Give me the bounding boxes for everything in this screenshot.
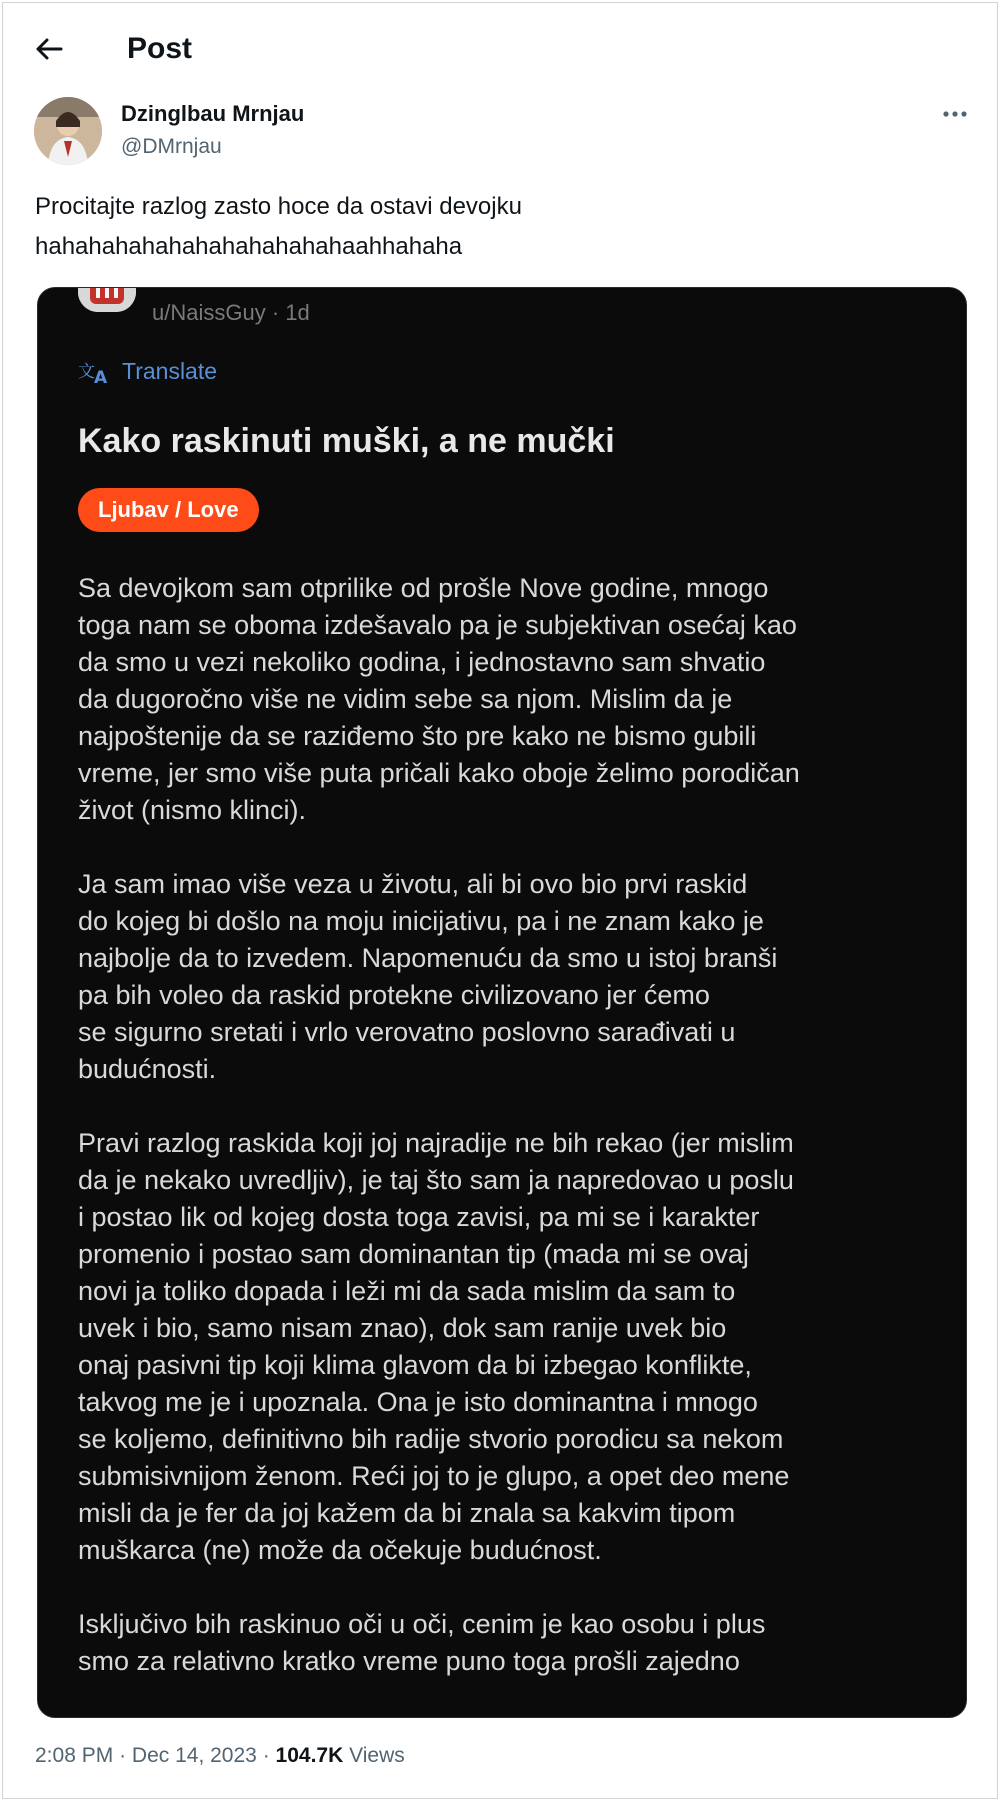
paragraph [78,1125,938,1569]
body-line: se koljemo, definitivno bih radije stvorio porodicu sa nekom [78,1424,784,1454]
tweet-line: Procitajte razlog zasto hoce da ostavi devojku [35,193,522,220]
post-footer [35,1744,405,1768]
body-line: Isključivo bih raskinuo oči u oči, cenim je kao osobu i plus [78,1609,766,1639]
paragraph [78,866,938,1088]
post-page [2,2,998,1799]
views-count: 104.7K [275,1744,344,1767]
subreddit-logo-icon [78,287,136,312]
body-line: promenio i postao sam dominantan tip (mada mi se ovaj [78,1239,749,1269]
views-label: Views [349,1744,405,1767]
svg-text:文: 文 [78,361,95,382]
paragraph [78,570,938,829]
body-line: da je nekako uvredljiv), je taj što sam ja napredovao u poslu [78,1165,794,1195]
paragraph [78,1606,938,1680]
post-meta: u/NaissGuy · 1d [152,300,310,325]
body-line: da smo u vezi nekoliko godina, i jednostavno sam shvatio [78,647,766,677]
body-line: vreme, jer smo više puta pričali kako oboje želimo porodičan [78,758,800,788]
translate-link[interactable] [78,358,217,385]
body-line: takvog me je i upoznala. Ona je isto dominantna i mnogo [78,1387,758,1417]
body-line: misli da je fer da joj kažem da bi znala sa kakvim tipom [78,1498,736,1528]
arrow-left-icon [35,37,63,61]
embedded-screenshot[interactable] [37,287,967,1718]
avatar-image [34,97,102,165]
translate-icon [78,359,114,385]
body-line: toga nam se oboma izdešavalo pa je subjektivan osećaj kao [78,610,797,640]
author-name[interactable]: Dzinglbau Mrnjau [121,101,305,126]
svg-text:A: A [94,367,108,385]
tweet-text [35,187,955,267]
more-horizontal-icon [942,110,968,118]
tweet-line: hahahahahahahahahahahahaahhahaha [35,233,463,260]
body-line: najpoštenije da se raziđemo što pre kako ne bismo gubili [78,721,757,751]
post-body [78,570,938,1717]
body-line: najbolje da to izvedem. Napomenuću da smo u istoj branši [78,943,778,973]
body-line: uvek i bio, samo nisam znao), dok sam ranije uvek bio [78,1313,727,1343]
author-handle[interactable]: @DMrnjau [121,135,222,158]
body-line: smo za relativno kratko vreme puno toga prošli zajedno [78,1646,740,1676]
page-title: Post [127,32,193,65]
body-line: do kojeg bi došlo na moju inicijativu, pa i ne znam kako je [78,906,764,936]
body-line: Ja sam imao više veza u životu, ali bi ovo bio prvi raskid [78,869,748,899]
body-line: i postao lik od kojeg dosta toga zavisi, pa mi se i karakter [78,1202,760,1232]
back-button[interactable] [29,29,69,69]
body-line: Sa devojkom sam otprilike od prošle Nove godine, mnogo [78,573,769,603]
avatar[interactable] [34,97,102,165]
reddit-post-title: Kako raskinuti muški, a ne mučki [78,422,615,460]
subreddit-icon [78,287,136,312]
body-line: novi ja toliko dopada i leži mi da sada mislim da sam to [78,1276,736,1306]
more-options-button[interactable] [935,99,975,129]
body-line: submisivnijom ženom. Reći joj to je glupo, a opet deo mene [78,1461,790,1491]
flair-badge[interactable]: Ljubav / Love [78,488,259,532]
body-line: budućnosti. [78,1054,217,1084]
top-bar [3,3,999,93]
body-line: se sigurno sretati i vrlo verovatno poslovno sarađivati u [78,1017,736,1047]
body-line: život (nismo klinci). [78,795,307,825]
post-time[interactable]: 2:08 PM [35,1744,114,1767]
body-line: muškarca (ne) može da očekuje budućnost. [78,1535,602,1565]
post-date[interactable]: Dec 14, 2023 [131,1744,257,1767]
body-line: Pravi razlog raskida koji joj najradije ne bih rekao (jer mislim [78,1128,794,1158]
body-line: pa bih voleo da raskid protekne civilizovano jer ćemo [78,980,710,1010]
separator: · [119,1744,127,1767]
separator: · [262,1744,270,1767]
body-line: da dugoročno više ne vidim sebe sa njom. Mislim da je [78,684,733,714]
body-line: onaj pasivni tip koji klima glavom da bi izbegao konflikte, [78,1350,752,1380]
translate-label: Translate [122,358,218,384]
